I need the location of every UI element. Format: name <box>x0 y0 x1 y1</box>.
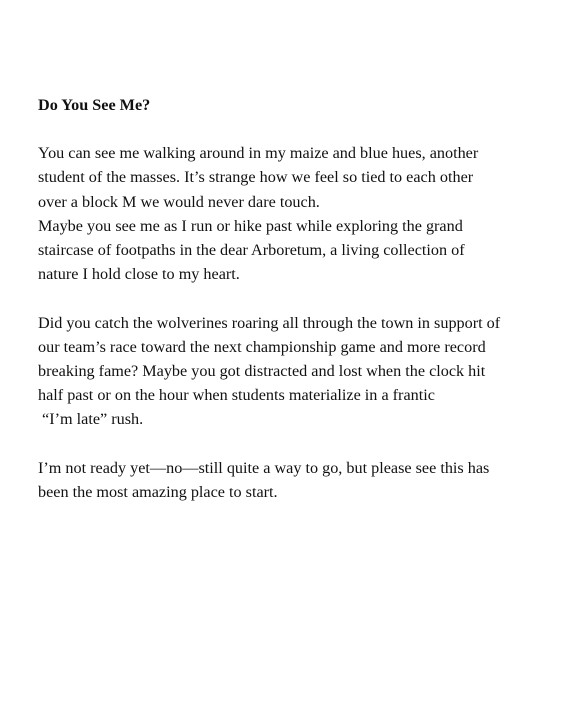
text-line: our team’s race toward the next championship game and more record <box>38 337 486 356</box>
paragraph-2 <box>38 311 558 432</box>
text-line: half past or on the hour when students materialize in a frantic <box>38 386 435 405</box>
paragraph-3 <box>38 456 558 504</box>
text-line: over a block M we would never dare touch. <box>38 192 320 211</box>
text-line: breaking fame? Maybe you got distracted and lost when the clock hit <box>38 362 486 381</box>
text-line: I’m not ready yet—no—still quite a way to go, but please see this has <box>38 458 490 477</box>
text-line: Maybe you see me as I run or hike past while exploring the grand <box>38 216 463 235</box>
text-line: been the most amazing place to start. <box>38 483 278 502</box>
text-line: student of the masses. It’s strange how we feel so tied to each other <box>38 168 474 187</box>
paragraph-1 <box>38 141 558 286</box>
text-line: Did you catch the wolverines roaring all through the town in support of <box>38 313 501 332</box>
document-body <box>38 93 558 528</box>
document-title: Do You See Me? <box>38 96 151 114</box>
text-line: You can see me walking around in my maize and blue hues, another <box>38 144 479 163</box>
text-line: nature I hold close to my heart. <box>38 265 240 284</box>
text-line: staircase of footpaths in the dear Arboretum, a living collection of <box>38 241 465 260</box>
text-line: “I’m late” rush. <box>38 410 144 429</box>
